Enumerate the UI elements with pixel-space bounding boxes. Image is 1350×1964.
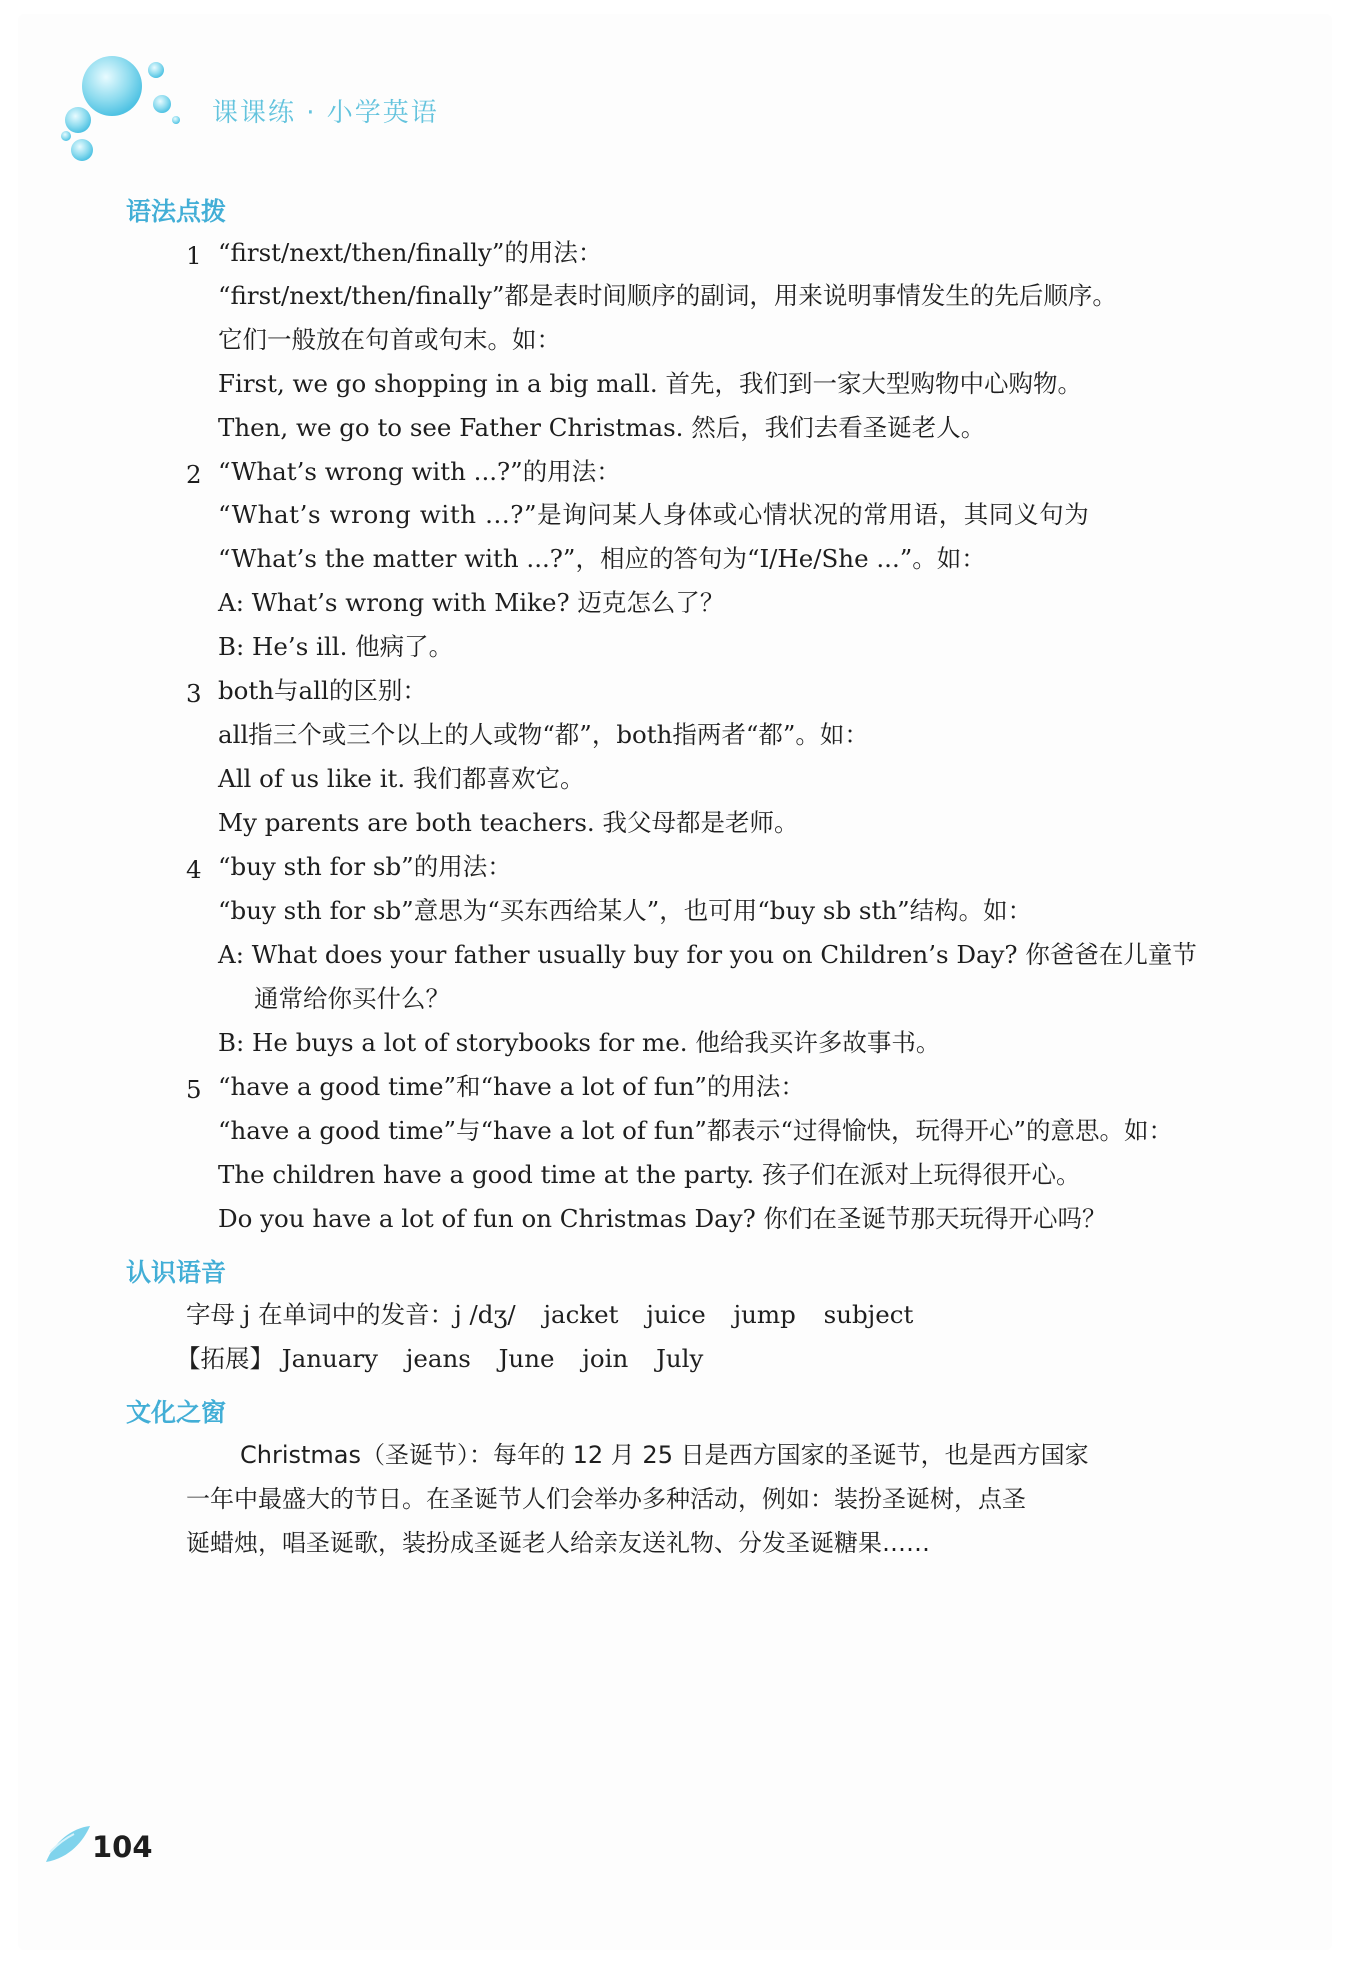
section-title-phonics: 认识语音 <box>126 1258 227 1287</box>
phonics-word: January <box>281 1344 378 1373</box>
extension-label: 【拓展】 <box>176 1344 274 1373</box>
item-line: Do you have a lot of fun on Christmas Day? 你们在圣诞节那天玩得开心吗？ <box>218 1204 1107 1233</box>
section-title-grammar: 语法点拨 <box>126 197 227 226</box>
phonics-word: juice <box>646 1300 706 1329</box>
item-heading: “have a good time”和“have a lot of fun”的用法： <box>218 1072 805 1101</box>
item-number: 2 <box>186 460 202 489</box>
item-line: B: He buys a lot of storybooks for me. 他给我买许多故事书。 <box>218 1028 941 1057</box>
item-line: “What’s the matter with ...?”，相应的答句为“I/He/She ...”。如： <box>218 544 986 573</box>
phonics-line <box>186 1300 914 1329</box>
item-line: 通常给你买什么？ <box>254 984 450 1013</box>
item-line: A: What does your father usually buy for you on Children’s Day? 你爸爸在儿童节 <box>218 940 1197 969</box>
item-line: all指三个或三个以上的人或物“都”，both指两者“都”。如： <box>218 720 869 749</box>
item-number: 3 <box>186 679 202 708</box>
phonics-word: June <box>498 1344 555 1373</box>
phonics-prefix: 字母 j 在单词中的发音：j /dʒ/ <box>186 1300 516 1329</box>
phonics-word: July <box>656 1344 704 1373</box>
item-line: First, we go shopping in a big mall. 首先，我们到一家大型购物中心购物。 <box>218 369 1082 398</box>
item-line: My parents are both teachers. 我父母都是老师。 <box>218 808 799 837</box>
item-line: B: He’s ill. 他病了。 <box>218 632 454 661</box>
culture-line: 一年中最盛大的节日。在圣诞节人们会举办多种活动，例如：装扮圣诞树，点圣 <box>186 1485 1026 1513</box>
item-line: “What’s wrong with ...?”是询问某人身体或心情状况的常用语，其同义句为 <box>218 500 1090 529</box>
item-heading: both与all的区别： <box>218 676 427 705</box>
section-title-culture: 文化之窗 <box>126 1398 227 1427</box>
culture-line: 诞蜡烛，唱圣诞歌，装扮成圣诞老人给亲友送礼物、分发圣诞糖果…… <box>186 1529 930 1557</box>
item-line: “first/next/then/finally”都是表时间顺序的副词，用来说明事情发生的先后顺序。 <box>218 281 1117 310</box>
item-line: The children have a good time at the party. 孩子们在派对上玩得很开心。 <box>218 1160 1081 1189</box>
item-line: “have a good time”与“have a lot of fun”都表示“过得愉快，玩得开心”的意思。如： <box>218 1116 1173 1145</box>
item-number: 5 <box>186 1075 202 1104</box>
item-line: “buy sth for sb”意思为“买东西给某人”，也可用“buy sb sth”结构。如： <box>218 896 1033 925</box>
item-line: 它们一般放在句首或句末。如： <box>218 325 561 354</box>
leaf-icon <box>44 1822 94 1866</box>
phonics-extension-line <box>176 1344 704 1373</box>
bubble-logo-icon <box>58 50 188 165</box>
phonics-word: jeans <box>405 1344 471 1373</box>
header-title: 课课练 · 小学英语 <box>212 98 439 128</box>
item-heading: “What’s wrong with ...?”的用法： <box>218 457 621 486</box>
phonics-word: jacket <box>543 1300 619 1329</box>
phonics-word: jump <box>733 1300 796 1329</box>
item-line: All of us like it. 我们都喜欢它。 <box>218 764 585 793</box>
item-number: 4 <box>186 855 202 884</box>
item-line: Then, we go to see Father Christmas. 然后，我们去看圣诞老人。 <box>218 413 986 442</box>
culture-line: Christmas（圣诞节）：每年的 12 月 25 日是西方国家的圣诞节，也是西方国家 <box>240 1441 1089 1469</box>
item-line: A: What’s wrong with Mike? 迈克怎么了？ <box>218 588 725 617</box>
item-heading: “first/next/then/finally”的用法： <box>218 238 603 267</box>
item-number: 1 <box>186 241 202 270</box>
page-number: 104 <box>92 1830 153 1864</box>
item-heading: “buy sth for sb”的用法： <box>218 852 512 881</box>
phonics-word: join <box>582 1344 629 1373</box>
phonics-word: subject <box>823 1300 914 1329</box>
